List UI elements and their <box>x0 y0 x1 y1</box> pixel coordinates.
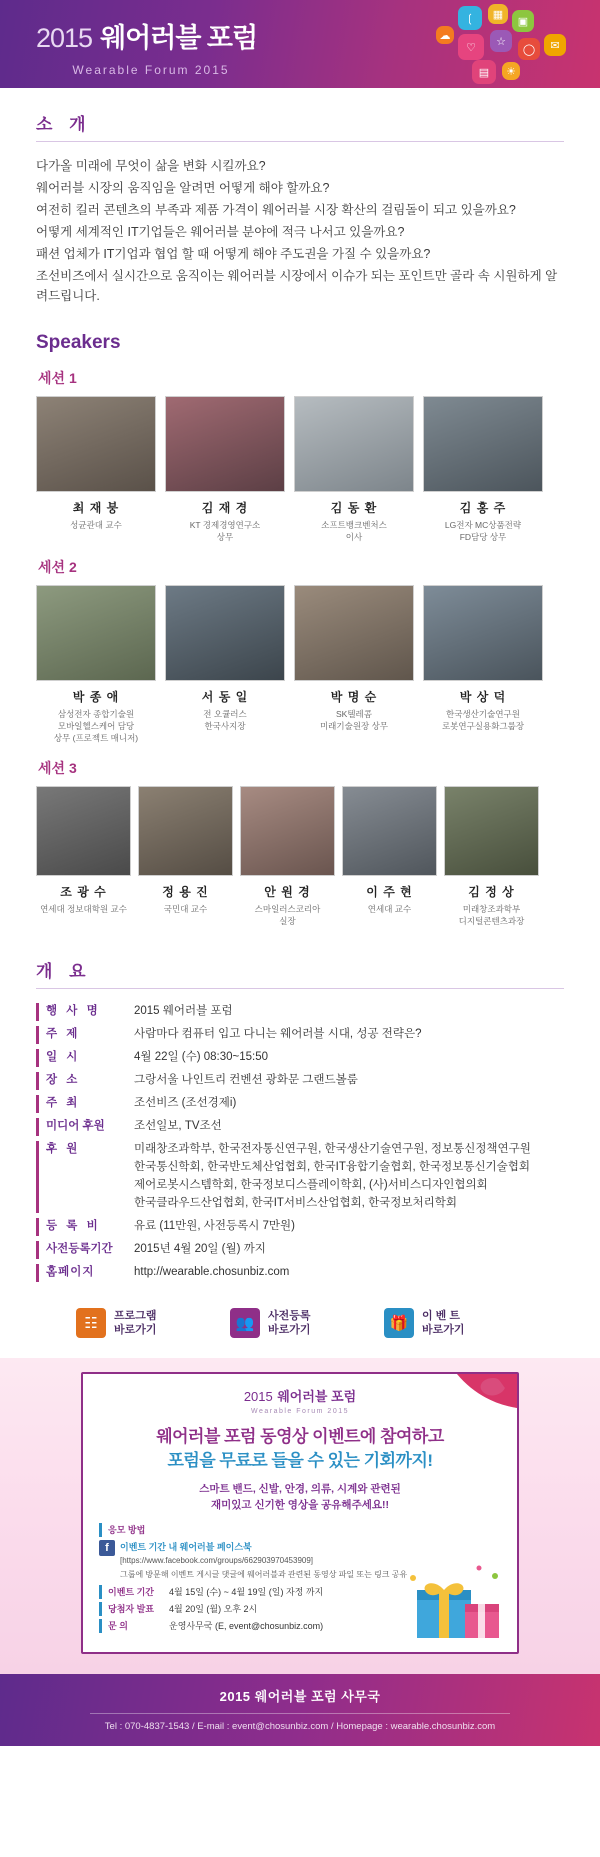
banner-detail-value: 4월 20일 (월) 오후 2시 <box>169 1604 258 1614</box>
banner-year: 2015 <box>243 1389 273 1404</box>
overview-row <box>36 1241 564 1259</box>
header-title-block <box>36 16 266 77</box>
page-footer <box>0 1674 600 1746</box>
banner-facebook-note: 그룹에 방문해 이벤트 게시글 댓글에 웨어러블과 관련된 동영상 파일 또는 링크 공유 <box>120 1570 408 1579</box>
overview-row <box>36 1218 564 1236</box>
overview-heading: 개 요 <box>36 962 92 981</box>
speaker-name: 조 광 수 <box>60 885 107 899</box>
speaker-name: 김 동 환 <box>330 501 378 515</box>
facebook-icon: f <box>99 1540 115 1556</box>
intro-section <box>36 110 564 306</box>
overview-key: 행 사 명 <box>36 1003 134 1021</box>
speaker-role: 미래창조과학부 디지털콘텐츠과장 <box>458 904 525 926</box>
overview-key: 후 원 <box>36 1141 134 1213</box>
preregister-link-button[interactable] <box>230 1308 370 1338</box>
overview-row <box>36 1264 564 1282</box>
speaker-role: 전 오큘러스 한국사지장 <box>203 709 247 731</box>
speaker-card <box>423 585 543 744</box>
cta-label <box>114 1309 157 1337</box>
overview-value <box>134 1095 564 1113</box>
banner-facebook-label: 이벤트 기간 내 웨어러블 페이스북 <box>120 1542 252 1552</box>
speaker-role: SK텔레콤 미래기술원장 상무 <box>319 709 389 731</box>
cta-line2: 바로가기 <box>114 1324 157 1336</box>
speaker-photo <box>36 585 156 681</box>
speaker-card <box>342 786 437 927</box>
speaker-photo <box>36 396 156 492</box>
speaker-name: 이 주 현 <box>366 885 413 899</box>
overview-value <box>134 1026 564 1044</box>
speaker-card <box>294 396 414 543</box>
overview-value-line: 사람마다 컴퓨터 입고 다니는 웨어러블 시대, 성공 전략은? <box>134 1028 422 1040</box>
overview-row <box>36 1072 564 1090</box>
speaker-name: 최 재 붕 <box>72 501 120 515</box>
overview-value <box>134 1141 564 1213</box>
speakers-heading: Speakers <box>36 332 121 353</box>
cta-line1: 이 벤 트 <box>422 1310 460 1322</box>
cta-line1: 프로그램 <box>114 1310 157 1322</box>
banner-detail-key: 당첨자 발표 <box>99 1602 169 1616</box>
banner-detail-value: 4월 15일 (수) ~ 4월 19일 (일) 자정 까지 <box>169 1587 324 1597</box>
speaker-name: 서 동 일 <box>201 690 249 704</box>
intro-divider <box>36 141 564 142</box>
header-title: 웨어러블 포럼 <box>100 23 258 53</box>
image-icon: ▣ <box>512 10 534 32</box>
overview-row <box>36 1003 564 1021</box>
speaker-photo <box>36 786 131 876</box>
speaker-card <box>36 585 156 744</box>
cloud-icon: ☁ <box>436 26 454 44</box>
banner-subtitle: Wearable Forum 2015 <box>250 1408 350 1415</box>
speaker-card <box>294 585 414 744</box>
speaker-card <box>423 396 543 543</box>
speaker-photo <box>342 786 437 876</box>
session-speaker-grid <box>36 786 564 927</box>
speaker-photo <box>240 786 335 876</box>
speaker-name: 김 정 상 <box>468 885 515 899</box>
speaker-photo <box>165 396 285 492</box>
share-icon: ❲ <box>458 6 482 30</box>
overview-value-line: 제어로봇시스템학회, 한국정보디스플레이학회, (사)서비스디자인협의회 <box>134 1179 488 1191</box>
overview-value-line: 조선비즈 (조선경제i) <box>134 1097 237 1109</box>
speaker-name: 김 홍 주 <box>459 501 507 515</box>
overview-row <box>36 1095 564 1113</box>
cta-label <box>422 1309 465 1337</box>
overview-value-line: 4월 22일 (수) 08:30~15:50 <box>134 1051 269 1063</box>
overview-value-line: 그랑서울 나인트리 컨벤션 광화문 그랜드볼룸 <box>134 1074 358 1086</box>
overview-value <box>134 1218 564 1236</box>
overview-value-line: 2015 웨어러블 포럼 <box>134 1005 233 1017</box>
speaker-role: LG전자 MC상품전략 FD담당 상무 <box>444 520 522 542</box>
speaker-name: 박 명 순 <box>330 690 378 704</box>
banner-detail-key: 응모 방법 <box>99 1523 145 1537</box>
people-icon: 👥 <box>230 1308 260 1338</box>
overview-key: 일 시 <box>36 1049 134 1067</box>
banner-detail-row <box>99 1523 501 1537</box>
speaker-photo <box>138 786 233 876</box>
speaker-role: KT 경제경영연구소 상무 <box>189 520 261 542</box>
banner-lead-1: 스마트 밴드, 신발, 안경, 의류, 시계와 관련된 <box>199 1483 401 1495</box>
overview-value-line: http://wearable.chosunbiz.com <box>134 1266 290 1278</box>
speaker-photo <box>294 585 414 681</box>
speaker-photo <box>165 585 285 681</box>
overview-value <box>134 1241 564 1259</box>
document-icon: ☷ <box>76 1308 106 1338</box>
header-year: 2015 <box>36 23 93 53</box>
footer-contact: Tel : 070-4837-1543 / E-mail : event@chosunbiz.com / Homepage : wearable.chosunbiz.com <box>104 1721 496 1732</box>
speaker-role: 연세대 정보대학원 교수 <box>40 904 127 914</box>
overview-key: 미디어 후원 <box>36 1118 134 1136</box>
banner-facebook-url[interactable]: [https://www.facebook.com/groups/662903970453909] <box>120 1556 314 1565</box>
footer-divider <box>90 1713 510 1714</box>
speaker-role: 성균관대 교수 <box>70 520 122 530</box>
overview-value <box>134 1118 564 1136</box>
intro-paragraph: 패션 업체가 IT기업과 협업 할 때 어떻게 해야 주도권을 가질 수 있을까요? <box>36 247 431 261</box>
speaker-photo <box>444 786 539 876</box>
overview-key: 장 소 <box>36 1072 134 1090</box>
heart-icon: ♡ <box>458 34 484 60</box>
cta-line2: 바로가기 <box>268 1324 311 1336</box>
grid-icon: ▦ <box>488 4 508 24</box>
session-speaker-grid <box>36 396 564 543</box>
speaker-card <box>36 786 131 927</box>
overview-value-line: 2015년 4월 20일 (월) 까지 <box>134 1243 266 1255</box>
overview-key: 주 제 <box>36 1026 134 1044</box>
overview-value-line: 한국클라우드산업협회, 한국IT서비스산업협회, 한국정보처리학회 <box>134 1197 457 1209</box>
banner-detail-key: 문 의 <box>99 1619 169 1633</box>
banner-title: 웨어러블 포럼 <box>277 1389 357 1404</box>
intro-paragraph: 조선비즈에서 실시간으로 움직이는 웨어러블 시장에서 이슈가 되는 포인트만 골라 속 시원하게 알려드립니다. <box>36 269 558 303</box>
session-label: 세션 2 <box>38 559 77 575</box>
intro-paragraph: 다가올 미래에 무엇이 삶을 변화 시킬까요? <box>36 159 266 173</box>
overview-homepage-link[interactable] <box>134 1264 564 1282</box>
overview-value <box>134 1003 564 1021</box>
overview-divider <box>36 988 564 989</box>
cta-line1: 사전등록 <box>268 1310 311 1322</box>
cta-line2: 바로가기 <box>422 1324 465 1336</box>
overview-value-line: 조선일보, TV조선 <box>134 1120 222 1132</box>
speaker-role: 한국생산기술연구원 로봇연구실용화그룹장 <box>441 709 525 731</box>
overview-value-line: 유료 (11만원, 사전등록시 7만원) <box>134 1220 295 1232</box>
gift-box-illustration <box>399 1556 509 1646</box>
star-icon: ☆ <box>490 30 512 52</box>
overview-key: 사전등록기간 <box>36 1241 134 1259</box>
overview-value <box>134 1049 564 1067</box>
banner-headline-1: 웨어러블 포럼 동영상 이벤트에 참여하고 <box>156 1427 444 1446</box>
overview-value <box>134 1072 564 1090</box>
overview-rows <box>36 1003 564 1282</box>
cta-button-row <box>0 1308 600 1338</box>
speaker-role: 삼성전자 종합기술원 모바일헬스케어 담당 상무 (프로젝트 매니저) <box>53 709 139 743</box>
speaker-role: 연세대 교수 <box>367 904 412 914</box>
speaker-role: 스마일러스코리아 실장 <box>254 904 321 926</box>
speaker-name: 안 원 경 <box>264 885 311 899</box>
session-label: 세션 1 <box>38 370 77 386</box>
speaker-photo <box>294 396 414 492</box>
speaker-name: 김 재 경 <box>201 501 249 515</box>
speaker-card <box>165 585 285 744</box>
speaker-card <box>138 786 233 927</box>
speaker-card <box>36 396 156 543</box>
overview-key: 주 최 <box>36 1095 134 1113</box>
speaker-name: 박 종 애 <box>72 690 120 704</box>
gift-icon: 🎁 <box>384 1308 414 1338</box>
overview-value-line: 한국통신학회, 한국반도체산업협회, 한국IT융합기술협회, 한국정보통신기술협회 <box>134 1161 530 1173</box>
chat-icon: ◯ <box>518 38 540 60</box>
speaker-name: 정 용 진 <box>162 885 209 899</box>
banner-headline-2: 포럼을 무료로 들을 수 있는 기회까지! <box>167 1451 433 1470</box>
overview-row <box>36 1049 564 1067</box>
event-link-button[interactable] <box>384 1308 524 1338</box>
banner-detail-key: 이벤트 기간 <box>99 1585 169 1599</box>
cta-label <box>268 1309 311 1337</box>
mail-icon: ✉ <box>544 34 566 56</box>
chat-bubble-icon: ▤ <box>472 60 496 84</box>
session-label: 세션 3 <box>38 760 77 776</box>
speaker-name: 박 상 덕 <box>459 690 507 704</box>
speaker-card <box>240 786 335 927</box>
banner-detail-value: 운영사무국 (E, event@chosunbiz.com) <box>169 1621 324 1631</box>
program-link-button[interactable] <box>76 1308 216 1338</box>
banner-lead-2: 재미있고 신기한 영상을 공유해주세요!! <box>210 1499 390 1511</box>
overview-key: 홈페이지 <box>36 1264 134 1282</box>
sun-icon: ☀ <box>502 62 520 80</box>
speaker-role: 국민대 교수 <box>163 904 208 914</box>
overview-section <box>36 957 564 1282</box>
session-speaker-grid <box>36 585 564 744</box>
header-subtitle: Wearable Forum 2015 <box>72 63 230 77</box>
intro-paragraph: 여전히 킬러 콘텐츠의 부족과 제품 가격이 웨어러블 시장 확산의 걸림돌이 되고 있을까요? <box>36 203 516 217</box>
ribbon-decoration <box>397 1374 517 1454</box>
event-banner-area <box>0 1358 600 1674</box>
intro-paragraph: 어떻게 세계적인 IT기업들은 웨어러블 분야에 적극 나서고 있을까요? <box>36 225 405 239</box>
overview-value-line: 미래창조과학부, 한국전자통신연구원, 한국생산기술연구원, 정보통신정책연구원 <box>134 1143 531 1155</box>
overview-row <box>36 1118 564 1136</box>
page-header <box>0 0 600 88</box>
overview-key: 등 록 비 <box>36 1218 134 1236</box>
speakers-section <box>36 332 564 927</box>
footer-org: 2015 웨어러블 포럼 사무국 <box>219 1689 381 1704</box>
speaker-photo <box>423 396 543 492</box>
overview-row <box>36 1026 564 1044</box>
event-banner <box>81 1372 519 1654</box>
speaker-card <box>444 786 539 927</box>
page-body <box>0 110 600 1746</box>
header-bubble-cluster <box>428 4 578 88</box>
intro-heading: 소 개 <box>36 115 92 134</box>
speaker-photo <box>423 585 543 681</box>
overview-row <box>36 1141 564 1213</box>
speaker-card <box>165 396 285 543</box>
speaker-role: 소프트뱅크벤처스 이사 <box>321 520 387 542</box>
intro-paragraph: 웨어러블 시장의 움직임을 알려면 어떻게 해야 할까요? <box>36 181 330 195</box>
facebook-icon-wrap <box>99 1540 120 1582</box>
